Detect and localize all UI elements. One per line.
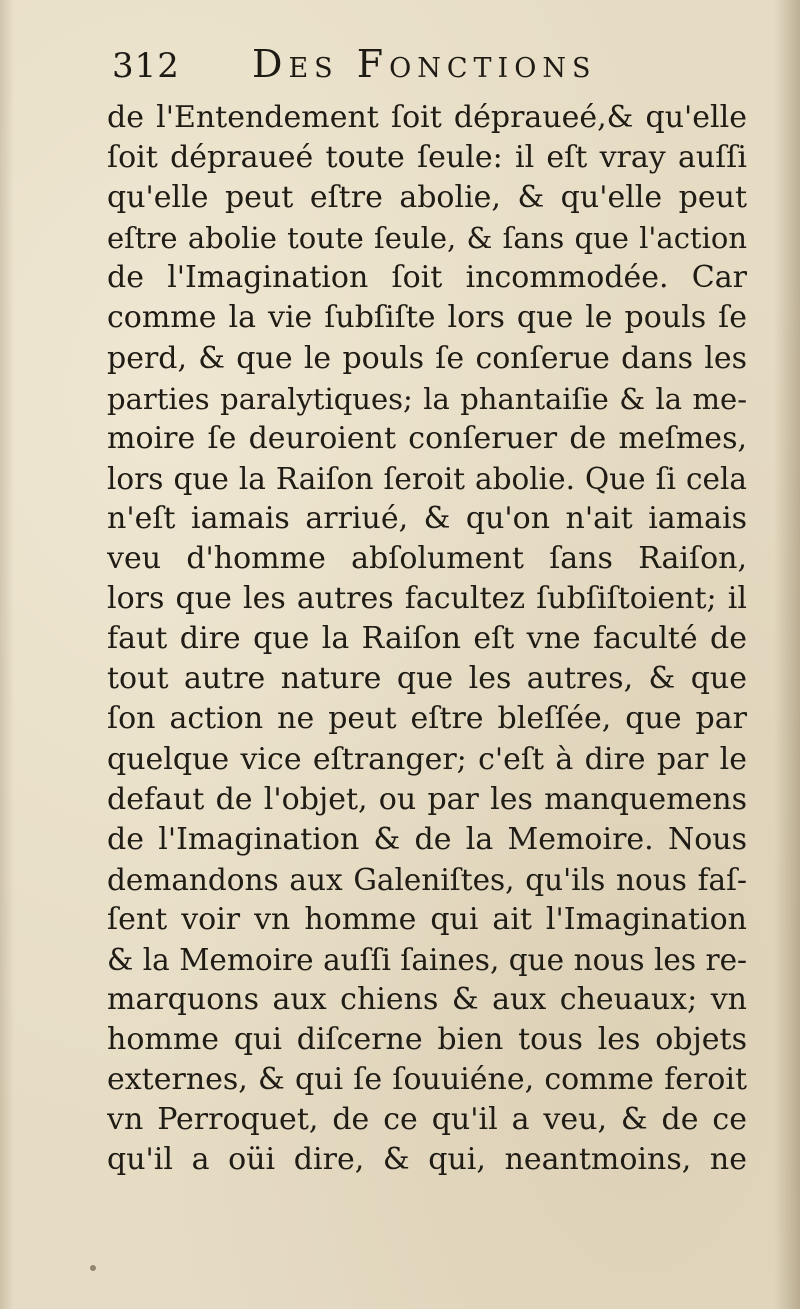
text-line: quelque vice eſtranger; c'eſt à dire par le: [107, 741, 747, 777]
text-line: vn Perroquet, de ce qu'il a veu, & de ce: [107, 1102, 747, 1138]
text-line: defaut de l'objet, ou par les manquemens: [107, 781, 747, 817]
text-line: marquons aux chiens & aux cheuaux; vn: [107, 982, 747, 1018]
text-line: lors que les autres facultez ſubſiſtoient; il: [107, 581, 747, 617]
text-line: externes, & qui ſe ſouuiéne, comme feroit: [107, 1062, 747, 1098]
text-line: veu d'homme abſolument ſans Raiſon,: [107, 541, 747, 577]
text-line: qu'elle peut eſtre abolie, & qu'elle peut: [107, 180, 747, 216]
text-line: ſent voir vn homme qui ait l'Imagination: [107, 901, 747, 937]
page-gutter-shadow: [774, 0, 800, 1309]
text-line: n'eſt iamais arriué, & qu'on n'ait iamais: [107, 500, 747, 536]
text-line: comme la vie ſubſiſte lors que le pouls ſe: [107, 300, 747, 336]
text-line: lors que la Raiſon ſeroit abolie. Que ſi cela: [107, 461, 747, 496]
body-text: [107, 98, 747, 1181]
text-line: homme qui diſcerne bien tous les objets: [107, 1022, 747, 1058]
text-line: eſtre abolie toute ſeule, & ſans que l'action: [107, 221, 747, 256]
text-line: demandons aux Galeniſtes, qu'ils nous faſ-: [107, 862, 747, 897]
paper-spot: [90, 1265, 96, 1271]
text-line: perd, & que le pouls ſe conſerue dans les: [107, 340, 747, 376]
text-line: parties paralytiques; la phantaiſie & la me-: [107, 381, 747, 416]
page-number: 312: [112, 46, 180, 86]
page-left-edge-shadow: [0, 0, 14, 1309]
text-line: de l'Entendement ſoit dépraueé,& qu'elle: [107, 100, 747, 135]
text-line: faut dire que la Raiſon eſt vne faculté de: [107, 621, 747, 657]
text-line: & la Memoire auſſi ſaines, que nous les re-: [107, 942, 747, 977]
text-line: ſoit dépraueé toute ſeule: il eſt vray auſſi: [107, 140, 747, 176]
text-line: ſon action ne peut eſtre bleſſée, que par: [107, 701, 747, 737]
text-line: qu'il a oüi dire, & qui, neantmoins, ne: [107, 1142, 747, 1178]
text-line: de l'Imagination & de la Memoire. Nous: [107, 821, 747, 857]
text-line: moire ſe deuroient conſeruer de meſmes,: [107, 420, 747, 456]
running-title: Des Fonctions: [252, 42, 597, 86]
text-line: tout autre nature que les autres, & que: [107, 661, 747, 697]
text-line: de l'Imagination ſoit incommodée. Car: [107, 260, 747, 296]
page-header: [112, 40, 732, 92]
